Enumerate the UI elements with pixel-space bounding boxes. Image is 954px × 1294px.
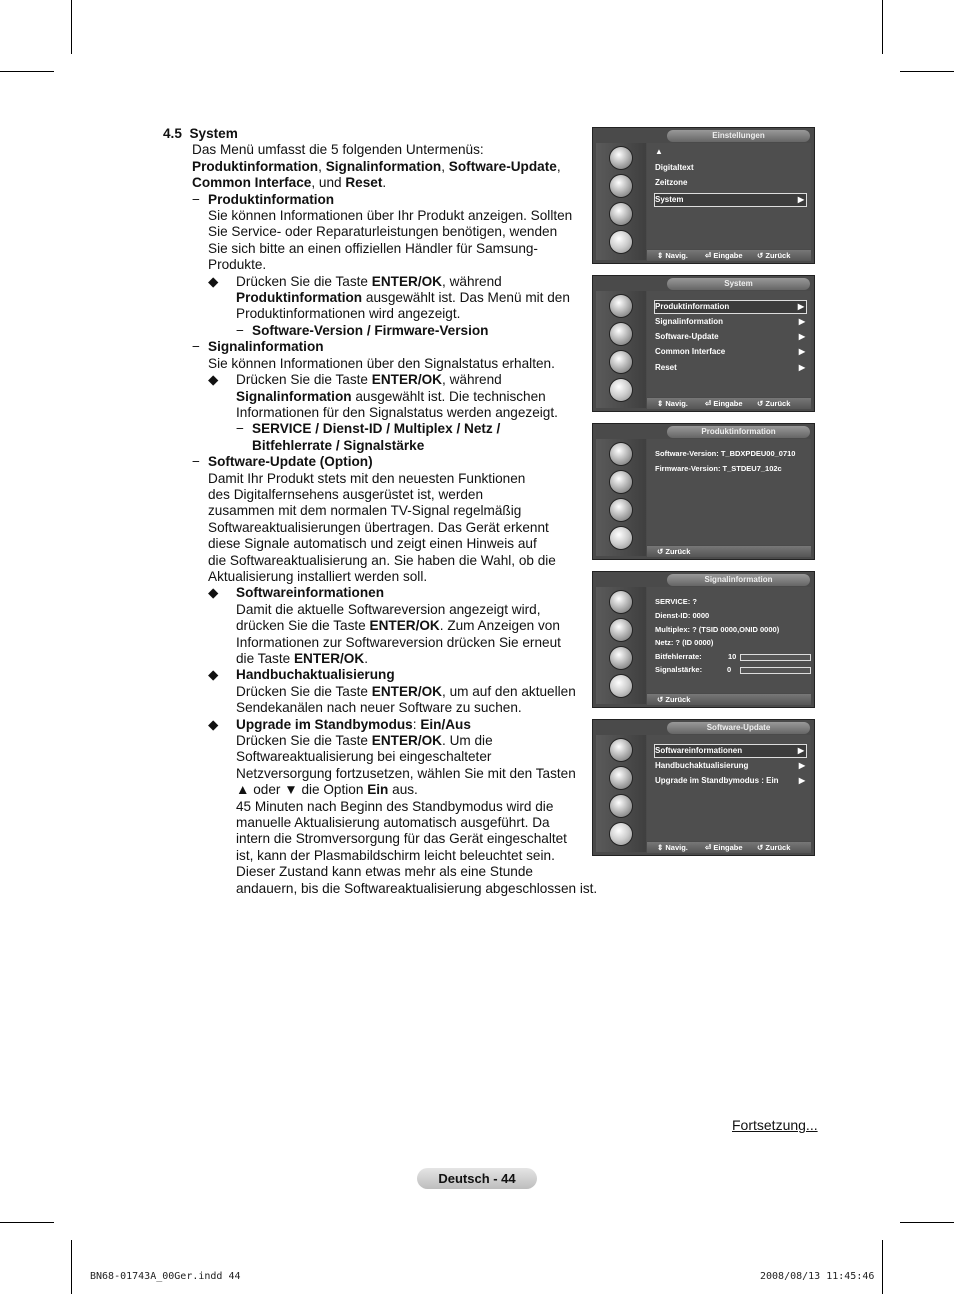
sound-icon xyxy=(610,471,632,493)
menu-footer xyxy=(647,398,811,409)
setup-icon xyxy=(610,527,632,549)
menu-title: Einstellungen xyxy=(667,130,810,142)
menu-item-softwareinformationen[interactable]: Softwareinformationen ▶ xyxy=(654,744,807,758)
service-text: SERVICE: ? xyxy=(655,597,697,606)
sound-icon xyxy=(610,767,632,789)
setup-icon xyxy=(610,231,632,253)
update-desc: diese Signale automatisch und zeigt einen Hinweis auf xyxy=(208,536,537,552)
signal-desc: Sie können Informationen über den Signalstatus erhalten. xyxy=(208,355,555,371)
crop-mark xyxy=(71,0,72,54)
menu-icon-column xyxy=(596,439,646,556)
upgrade-line: Softwareaktualisierung bei eingeschalteter xyxy=(236,749,492,765)
picture-icon xyxy=(610,295,632,317)
menu-content xyxy=(647,735,811,841)
zurueck-hint: ↺ Zurück xyxy=(657,547,691,556)
menu-title: System xyxy=(667,278,810,290)
signalstaerke-value: 0 xyxy=(727,665,732,674)
menu-content xyxy=(647,439,811,545)
arrow-right-icon: ▶ xyxy=(798,347,805,356)
page-number-badge: Deutsch - 44 xyxy=(417,1168,537,1189)
slug-date: 2008/08/13 11:45:46 xyxy=(760,1271,875,1282)
info-line: Damit die aktuelle Softwareversion angezeigt wird, xyxy=(236,601,541,617)
setup-icon xyxy=(610,675,632,697)
menu-footer xyxy=(647,250,811,261)
zurueck-hint: ↺ Zurück xyxy=(657,695,691,704)
info-line: Informationen zur Softwareversion drücken Sie erneut xyxy=(236,634,561,650)
menu-footer xyxy=(647,546,811,557)
menu-item-digitaltext[interactable]: Digitaltext xyxy=(655,163,694,172)
eingabe-hint: ⏎ Eingabe xyxy=(705,843,743,852)
menu-item-upgrade-standby[interactable]: Upgrade im Standbymodus : Ein ▶ xyxy=(655,776,805,785)
upgrade-heading: ◆ Upgrade im Standbymodus: Ein/Aus xyxy=(208,716,471,732)
upgrade-line: Netzversorgung fortzusetzen, wählen Sie mit den Tasten xyxy=(236,765,576,781)
arrow-right-icon: ▶ xyxy=(798,776,805,785)
multiplex-text: Multiplex: ? (TSID 0000,ONID 0000) xyxy=(655,625,780,634)
manual-text xyxy=(163,126,608,897)
arrow-right-icon: ▶ xyxy=(798,317,805,326)
picture-icon xyxy=(610,591,632,613)
crop-mark xyxy=(900,1222,954,1223)
picture-icon xyxy=(610,147,632,169)
signal-heading: − Signalinformation xyxy=(192,339,324,355)
scroll-up-icon[interactable]: ▲ xyxy=(655,147,663,156)
info-heading: ◆ Softwareinformationen xyxy=(208,585,385,601)
eingabe-hint: ⏎ Eingabe xyxy=(705,399,743,408)
hand-line: Sendekanälen nach neuer Software zu suchen. xyxy=(236,700,522,716)
update-desc: Aktualisierung installiert werden soll. xyxy=(208,568,428,584)
produkt-desc: Sie können Informationen über Ihr Produkt anzeigen. Sollten xyxy=(208,208,573,224)
upgrade-line: ist, kann der Plasmabildschirm leicht beleuchtet sein. xyxy=(236,847,555,863)
fortsetzung-link[interactable]: Fortsetzung... xyxy=(732,1117,818,1133)
bitfehlerrate-label: Bitfehlerrate: xyxy=(655,652,702,661)
menu-einstellungen xyxy=(592,127,815,264)
firmware-version-text: Firmware-Version: T_STDEU7_102c xyxy=(655,464,782,473)
menu-content xyxy=(647,143,811,249)
menu-signalinformation xyxy=(592,571,815,708)
menu-item-produktinformation[interactable]: Produktinformation ▶ xyxy=(654,300,807,314)
signalstaerke-label: Signalstärke: xyxy=(655,665,703,674)
produkt-desc: Sie sich bitte an einen offiziellen Händler für Samsung- xyxy=(208,240,538,256)
produkt-bullet-line: Produktinformation ausgewählt ist. Das Menü mit den xyxy=(236,290,570,306)
update-desc: die Softwareaktualisierung an. Sie haben die Wahl, ob die xyxy=(208,552,556,568)
setup-icon xyxy=(610,823,632,845)
upgrade-line: Dieser Zustand kann etwas mehr als eine Stunde xyxy=(236,864,533,880)
menu-content xyxy=(647,291,811,397)
channel-icon xyxy=(610,499,632,521)
eingabe-hint: ⏎ Eingabe xyxy=(705,251,743,260)
netz-text: Netz: ? (ID 0000) xyxy=(655,638,714,647)
navig-hint: ⇕ Navig. xyxy=(657,843,688,852)
zurueck-hint: ↺ Zurück xyxy=(757,843,791,852)
arrow-right-icon: ▶ xyxy=(797,746,804,755)
menu-icon-column xyxy=(596,143,646,260)
sound-icon xyxy=(610,175,632,197)
arrow-right-icon: ▶ xyxy=(797,195,804,204)
zurueck-hint: ↺ Zurück xyxy=(757,399,791,408)
menu-footer xyxy=(647,842,811,853)
signal-bullet-line: Informationen für den Signalstatus werden angezeigt. xyxy=(236,404,558,420)
menu-software-update xyxy=(592,719,815,856)
produkt-desc: Produkte. xyxy=(208,257,267,273)
menu-item-signalinformation[interactable]: Signalinformation ▶ xyxy=(655,317,805,326)
signal-bullet: ◆ Drücken Sie die Taste ENTER/OK, während xyxy=(208,372,502,388)
channel-icon xyxy=(610,351,632,373)
crop-mark xyxy=(71,1240,72,1294)
signal-sub: − SERVICE / Dienst-ID / Multiplex / Netz / xyxy=(236,421,501,437)
arrow-right-icon: ▶ xyxy=(798,363,805,372)
section-heading: 4.5 System xyxy=(163,126,238,141)
menu-produktinformation xyxy=(592,423,815,560)
menu-item-system[interactable]: System ▶ xyxy=(654,193,807,207)
arrow-right-icon: ▶ xyxy=(797,302,804,311)
update-heading: − Software-Update (Option) xyxy=(192,454,373,470)
slug-filename: BN68-01743A_00Ger.indd 44 xyxy=(90,1271,241,1282)
upgrade-line: intern die Stromversorgung für das Gerät eingeschaltet xyxy=(236,831,567,847)
setup-icon xyxy=(610,379,632,401)
produkt-bullet: ◆ Drücken Sie die Taste ENTER/OK, während xyxy=(208,273,502,289)
intro-submenus-2: Common Interface, und Reset. xyxy=(192,175,387,191)
menu-item-common-interface[interactable]: Common Interface ▶ xyxy=(655,347,805,356)
menu-footer xyxy=(647,694,811,705)
upgrade-line: Drücken Sie die Taste ENTER/OK. Um die xyxy=(236,733,493,749)
signal-sub-2: Bitfehlerrate / Signalstärke xyxy=(252,437,425,453)
signal-bullet-line: Signalinformation ausgewählt ist. Die technischen xyxy=(236,388,546,404)
crop-mark xyxy=(882,1240,883,1294)
menu-item-zeitzone[interactable]: Zeitzone xyxy=(655,178,688,187)
intro-submenus: Produktinformation, Signalinformation, Software-Update, xyxy=(192,158,561,174)
arrow-right-icon: ▶ xyxy=(798,332,805,341)
zurueck-hint: ↺ Zurück xyxy=(757,251,791,260)
crop-mark xyxy=(0,1222,54,1223)
info-line: die Taste ENTER/OK. xyxy=(236,651,368,666)
channel-icon xyxy=(610,647,632,669)
upgrade-line: andauern, bis die Softwareaktualisierung abgeschlossen ist. xyxy=(236,880,598,896)
hand-line: Drücken Sie die Taste ENTER/OK, um auf den aktuellen xyxy=(236,683,576,699)
navig-hint: ⇕ Navig. xyxy=(657,399,688,408)
menu-title: Software-Update xyxy=(667,722,810,734)
bitfehlerrate-bar xyxy=(740,654,811,661)
sound-icon xyxy=(610,323,632,345)
crop-mark xyxy=(900,71,954,72)
produkt-sub: − Software-Version / Firmware-Version xyxy=(236,322,489,338)
intro-line: Das Menü umfasst die 5 folgenden Untermenüs: xyxy=(192,142,484,158)
menu-item-software-update[interactable]: Software-Update ▶ xyxy=(655,332,805,341)
update-desc: zusammen mit dem normalen TV-Signal regelmäßig xyxy=(208,503,522,519)
picture-icon xyxy=(610,443,632,465)
crop-mark xyxy=(882,0,883,54)
software-version-text: Software-Version: T_BDXPDEU00_0710 xyxy=(655,449,796,458)
update-desc: des Digitalfernsehens ausgerüstet ist, werden xyxy=(208,486,484,502)
sound-icon xyxy=(610,619,632,641)
menu-item-reset[interactable]: Reset ▶ xyxy=(655,363,805,372)
signalstaerke-bar xyxy=(740,667,811,674)
bitfehlerrate-value: 10 xyxy=(728,652,737,661)
produkt-heading: − Produktinformation xyxy=(192,191,335,207)
arrow-right-icon: ▶ xyxy=(798,761,805,770)
navig-hint: ⇕ Navig. xyxy=(657,251,688,260)
menu-icon-column xyxy=(596,587,646,704)
upgrade-line: 45 Minuten nach Beginn des Standbymodus wird die xyxy=(236,798,554,814)
produkt-bullet-line: Produktinformationen wird angezeigt. xyxy=(236,306,461,322)
upgrade-line: ▲ oder ▼ die Option Ein aus. xyxy=(236,782,418,798)
channel-icon xyxy=(610,203,632,225)
upgrade-line: manuelle Aktualisierung automatisch ausgeführt. Da xyxy=(236,815,550,831)
hand-heading: ◆ Handbuchaktualisierung xyxy=(208,667,395,683)
menu-item-handbuchaktualisierung[interactable]: Handbuchaktualisierung ▶ xyxy=(655,761,805,770)
menu-title: Signalinformation xyxy=(667,574,810,586)
crop-mark xyxy=(0,71,54,72)
menu-icon-column xyxy=(596,291,646,408)
menu-icon-column xyxy=(596,735,646,852)
dienst-id-text: Dienst-ID: 0000 xyxy=(655,611,710,620)
menu-title: Produktinformation xyxy=(667,426,810,438)
menu-system xyxy=(592,275,815,412)
update-desc: Softwareaktualisierungen übertragen. Das Gerät erkennt xyxy=(208,519,549,535)
produkt-desc: Sie Service- oder Reparaturleistungen benötigen, wenden xyxy=(208,224,558,240)
channel-icon xyxy=(610,795,632,817)
info-line: drücken Sie die Taste ENTER/OK. Zum Anzeigen von xyxy=(236,618,560,634)
menu-content xyxy=(647,587,811,693)
update-desc: Damit Ihr Produkt stets mit den neuesten Funktionen xyxy=(208,470,526,486)
picture-icon xyxy=(610,739,632,761)
